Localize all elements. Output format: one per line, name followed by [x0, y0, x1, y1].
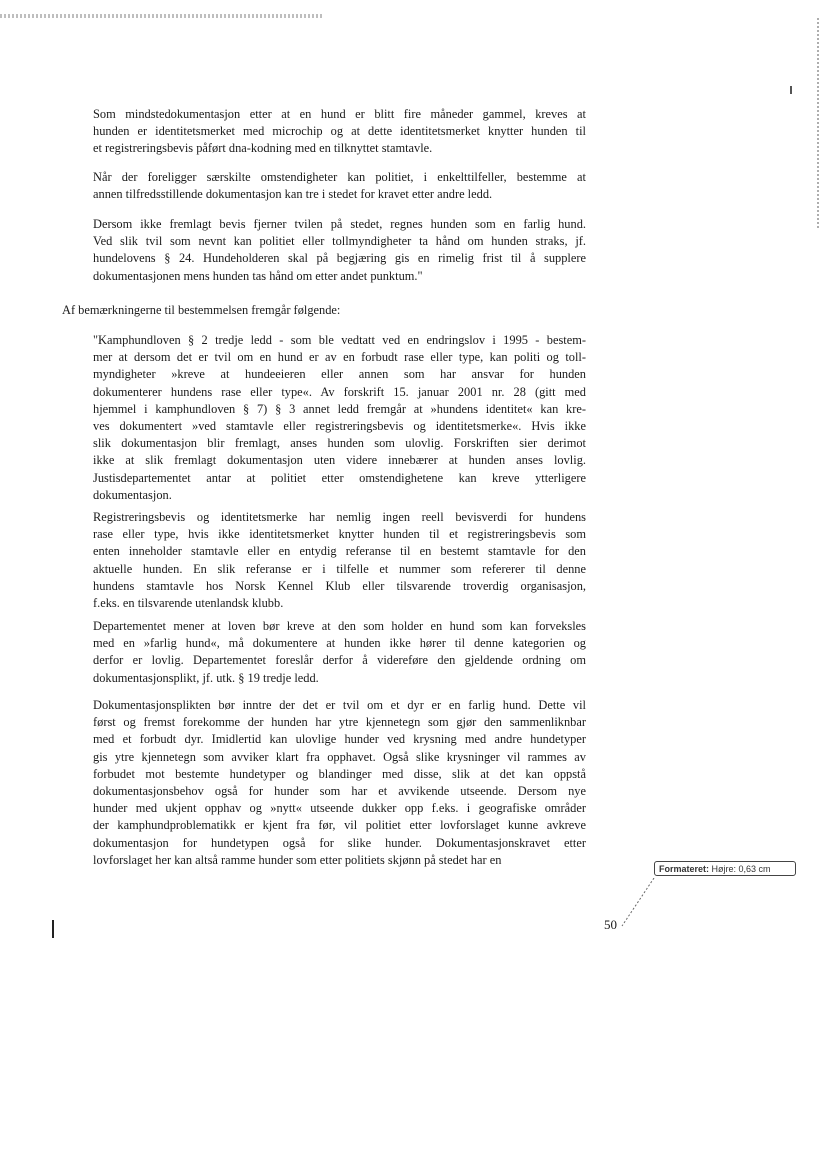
text-line: dokumentasjon for hundetypen også for slike hunder. Dokumentasjonskravet etter	[93, 835, 586, 850]
text-line: lovforslaget her kan altså ramme hunder som etter politiets skjønn på stedet har en	[93, 852, 502, 867]
change-bar	[52, 920, 54, 938]
comment-leader-line	[616, 878, 656, 928]
text-line: Dokumentasjonsplikten bør inntre der det er tvil om et dyr er en farlig hund. Dette vil	[93, 698, 586, 712]
text-line: aktuelle hunden. En slik referanse er i tilfelle et nummer som refererer til denne	[93, 561, 586, 576]
paragraph-quote-2	[93, 509, 586, 612]
text-line: hunder med ukjent opphav og »nytt« utseende dukker opp f.eks. i geografiske områder	[93, 801, 586, 816]
text-line: Departementet mener at loven bør kreve at den som holder en hund som kan forveksles	[93, 619, 586, 633]
text-line: annen tilfredsstillende dokumentasjon kan tre i stedet for kravet etter andre ledd.	[93, 187, 493, 202]
text-line: dokumentasjon.	[93, 487, 172, 502]
text-line: dokumenterer hundens rase eller type«. Av forskrift 15. januar 2001 nr. 28 (gitt med	[93, 384, 586, 399]
margin-tick	[790, 86, 792, 94]
format-comment-value: Højre: 0,63 cm	[711, 864, 771, 874]
page-number: 50	[604, 917, 617, 932]
text-line: Af bemærkningerne til bestemmelsen fremgår følgende:	[62, 303, 341, 317]
paragraph-quote-1	[93, 332, 586, 504]
text-line: forbudet mot bestemte hundetyper og blandinger med disse, slik at det kan oppstå	[93, 766, 586, 781]
text-line: Ved slik tvil som nevnt kan politiet eller tollmyndigheter ta hånd om hunden straks, jf.	[93, 234, 586, 249]
text-line: med et forbudt dyr. Imidlertid kan ulovlige hunder ved krysning med andre hundetyper	[93, 732, 586, 747]
text-line: Dersom ikke fremlagt bevis fjerner tvilen på stedet, regnes hunden som en farlig hund.	[93, 217, 586, 231]
text-line: mer at dersom det er tvil om en hund er av en forbudt rase eller type, kan politi og toll-	[93, 350, 586, 365]
text-line: hjemmel i kamphundloven § 7) § 3 annet ledd fremgår at »hundens identitet« kan kre-	[93, 401, 586, 416]
text-line: myndigheter »kreve at hundeeieren eller annen som har ansvar for hunden	[93, 367, 586, 382]
text-line: hunden er identitetsmerket med microchip og at dette identitetsmerket knytter hunden til	[93, 124, 586, 139]
text-line: rase eller type, hvis ikke identitetsmerket knytter hunden til et registreringsbevis som	[93, 527, 586, 542]
format-comment-balloon[interactable]	[654, 861, 796, 876]
paragraph-2	[93, 169, 586, 203]
text-line: gis ytre kjennetegn som avviker klart fra opphavet. Også slike krysninger vil rammes av	[93, 749, 586, 764]
scan-edge-top	[0, 14, 322, 18]
paragraph-1	[93, 106, 586, 158]
text-line: Som mindstedokumentasjon etter at en hund er blitt fire måneder gammel, kreves at	[93, 107, 586, 121]
text-line: først og fremst forekomme der hunden har ytre kjennetegn som gjør den sammenliknbar	[93, 715, 586, 730]
text-line: ves dokumentert »ved stamtavle eller registreringsbevis og identitetsmerke«. Hvis ikke	[93, 419, 586, 434]
text-line: Når der foreligger særskilte omstendigheter kan politiet, i enkelttilfeller, bestemme at	[93, 170, 586, 184]
text-line: Registreringsbevis og identitetsmerke har nemlig ingen reell bevisverdi for hundens	[93, 510, 586, 524]
text-line: ikke at slik fremlagt dokumentasjon uten videre innebærer at hunden anses lovlig.	[93, 453, 586, 468]
text-line: der kamphundproblematikk er kjent fra før, vil politiet etter lovforslaget kunne avkreve	[93, 818, 586, 833]
text-line: hundens stamtavle hos Norsk Kennel Klub eller tilsvarende troverdig organisasjon,	[93, 578, 586, 593]
paragraph-quote-4	[93, 697, 586, 869]
text-line: Justisdepartementet antar at politiet etter omstendighetene kan kreve ytterligere	[93, 470, 586, 485]
paragraph-quote-3	[93, 618, 586, 687]
text-line: slik dokumentasjon blir fremlagt, anses hunden som ulovlig. Forskriften sier derimot	[93, 436, 586, 451]
paragraph-intro-remarks	[62, 302, 582, 319]
text-line: dokumentasjonen mens hunden tas hånd om etter andet punktum."	[93, 268, 423, 283]
text-line: hundelovens § 24. Hundeholderen skal på begjæring gis en rimelig frist til å supplere	[93, 251, 586, 266]
text-line: dokumentasjonsplikt, jf. utk. § 19 tredje ledd.	[93, 670, 319, 685]
text-line: enten inneholder stamtavle eller en entydig referanse til en bestemt stamtavle for den	[93, 544, 586, 559]
text-line: et registreringsbevis påført dna-kodning med en tilknyttet stamtavle.	[93, 141, 433, 156]
text-line: med en »farlig hund«, må dokumentere at hunden ikke hører til denne kategorien og	[93, 636, 586, 651]
text-line: "Kamphundloven § 2 tredje ledd - som ble vedtatt ved en endringslov i 1995 - bestem-	[93, 333, 586, 347]
text-line: dokumentasjonsbehov også for hunder som har et avvikende utseende. Dersom nye	[93, 784, 586, 799]
format-comment-label: Formateret:	[659, 864, 710, 874]
text-line: f.eks. en tilsvarende utenlandsk klubb.	[93, 596, 284, 611]
scan-edge-right	[817, 18, 819, 228]
text-line: derfor er lovlig. Departementet foreslår derfor å videreføre den gjeldende ordning om	[93, 653, 586, 668]
paragraph-3	[93, 216, 586, 285]
